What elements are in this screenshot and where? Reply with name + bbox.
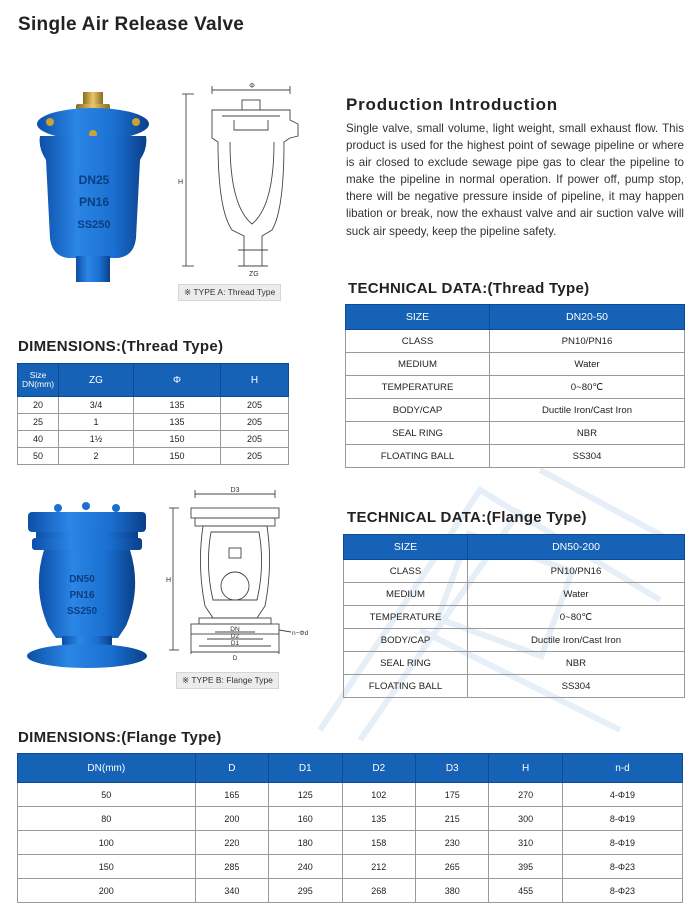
table-header-cell: DN20-50: [490, 305, 685, 330]
size-header-line2: DN(mm): [21, 379, 55, 389]
table-cell: 1: [59, 414, 134, 431]
thread-valve-photo: [28, 88, 158, 288]
table-cell: 160: [269, 807, 342, 831]
table-cell: FLOATING BALL: [344, 675, 468, 698]
table-cell: 2: [59, 448, 134, 465]
table-cell: 100: [18, 831, 196, 855]
thread-valve-mark-pn: PN16: [78, 195, 110, 209]
table-header-cell: D1: [269, 754, 342, 783]
table-row: [18, 397, 289, 414]
table-header-cell: SIZE: [344, 535, 468, 560]
table-cell: 300: [489, 807, 562, 831]
table-cell: 158: [342, 831, 415, 855]
thread-tech-table: [345, 304, 685, 468]
table-cell: NBR: [468, 652, 685, 675]
thread-valve-mark-ss: SS250: [77, 219, 111, 231]
flange-tech-table: [343, 534, 685, 698]
table-cell: PN10/PN16: [468, 560, 685, 583]
table-cell: 150: [134, 431, 221, 448]
table-cell: 25: [18, 414, 59, 431]
table-row: [344, 652, 685, 675]
flange-dim-table: [17, 753, 683, 903]
intro-heading: Production Introduction: [346, 95, 558, 114]
table-cell: 205: [221, 431, 289, 448]
table-cell: MEDIUM: [344, 583, 468, 606]
table-cell: 135: [342, 807, 415, 831]
table-row: [18, 448, 289, 465]
table-row: [18, 855, 683, 879]
flange-dim-heading: DIMENSIONS:(Flange Type): [18, 729, 222, 746]
table-cell: 295: [269, 879, 342, 903]
table-cell: 340: [195, 879, 268, 903]
table-cell: 50: [18, 448, 59, 465]
table-row: [18, 414, 289, 431]
intro-text: Single valve, small volume, light weight, small exhaust flow. This product is used for the highest point of sewage pipeline or where is air closed to exclude sewage pipe gas to clear the pipeline to make the pipeline in normal operation. If power off, pump stop, there will be negative pressure inside of pipeline, it may happen libation or break, now the exhaust valve and air suction valve will suck air speedy, keep the pipeline safety.: [346, 122, 684, 238]
flange-drawing-dn-label: DN: [230, 626, 240, 633]
table-header-row: [18, 364, 289, 397]
flange-valve-mark-pn: PN16: [69, 590, 95, 601]
table-cell: 150: [134, 448, 221, 465]
table-header-cell: ZG: [59, 364, 134, 397]
table-header-cell: D: [195, 754, 268, 783]
table-cell: Ductile Iron/Cast Iron: [468, 629, 685, 652]
table-row: [18, 831, 683, 855]
table-cell: 135: [134, 397, 221, 414]
table-cell: 265: [415, 855, 488, 879]
table-cell: CLASS: [346, 330, 490, 353]
table-cell: Water: [468, 583, 685, 606]
table-cell: 205: [221, 397, 289, 414]
table-cell: 230: [415, 831, 488, 855]
table-cell: 50: [18, 783, 196, 807]
table-row: [346, 353, 685, 376]
table-cell: 200: [18, 879, 196, 903]
table-row: [344, 629, 685, 652]
table-cell: 268: [342, 879, 415, 903]
table-cell: 0~80℃: [490, 376, 685, 399]
table-cell: 395: [489, 855, 562, 879]
flange-drawing-nd-label: n−Φd: [292, 630, 309, 637]
table-cell: 285: [195, 855, 268, 879]
table-cell: 150: [18, 855, 196, 879]
table-header-row: [346, 305, 685, 330]
table-cell: 165: [195, 783, 268, 807]
table-header-cell: [18, 364, 59, 397]
table-cell: SS304: [490, 445, 685, 468]
table-row: [18, 431, 289, 448]
table-cell: 4-Φ19: [562, 783, 682, 807]
flange-valve-mark-ss: SS250: [66, 606, 98, 617]
table-cell: 8-Φ23: [562, 855, 682, 879]
table-cell: MEDIUM: [346, 353, 490, 376]
thread-drawing-phi-label: Φ: [249, 83, 255, 90]
table-row: [344, 675, 685, 698]
page-title: Single Air Release Valve: [18, 14, 245, 35]
table-cell: 380: [415, 879, 488, 903]
thread-dim-table: [17, 363, 289, 465]
thread-dim-heading: DIMENSIONS:(Thread Type): [18, 338, 224, 355]
table-header-cell: H: [221, 364, 289, 397]
thread-technical-drawing: [172, 80, 322, 280]
table-cell: 205: [221, 448, 289, 465]
table-cell: TEMPERATURE: [346, 376, 490, 399]
flange-drawing-caption: ※ TYPE B: Flange Type: [176, 672, 279, 689]
table-header-row: [344, 535, 685, 560]
table-row: [346, 376, 685, 399]
table-row: [344, 583, 685, 606]
table-cell: BODY/CAP: [344, 629, 468, 652]
thread-tech-heading: TECHNICAL DATA:(Thread Type): [348, 280, 590, 297]
flange-drawing-d3-label: D3: [230, 487, 240, 494]
table-cell: Water: [490, 353, 685, 376]
table-cell: 0~80℃: [468, 606, 685, 629]
table-cell: 135: [134, 414, 221, 431]
table-cell: CLASS: [344, 560, 468, 583]
table-cell: 455: [489, 879, 562, 903]
table-cell: 20: [18, 397, 59, 414]
table-header-row: [18, 754, 683, 783]
flange-drawing-d-label: D: [232, 655, 238, 662]
table-row: [18, 879, 683, 903]
table-cell: 40: [18, 431, 59, 448]
thread-drawing-zg-label: ZG: [249, 271, 259, 278]
table-cell: 8-Φ23: [562, 879, 682, 903]
table-row: [344, 560, 685, 583]
table-header-cell: n-d: [562, 754, 682, 783]
table-cell: 200: [195, 807, 268, 831]
table-row: [344, 606, 685, 629]
table-header-cell: Φ: [134, 364, 221, 397]
table-cell: FLOATING BALL: [346, 445, 490, 468]
thread-drawing-caption: ※ TYPE A: Thread Type: [178, 284, 281, 301]
table-cell: TEMPERATURE: [344, 606, 468, 629]
table-cell: SEAL RING: [344, 652, 468, 675]
table-cell: SS304: [468, 675, 685, 698]
table-cell: 180: [269, 831, 342, 855]
table-cell: 220: [195, 831, 268, 855]
table-cell: 215: [415, 807, 488, 831]
table-cell: 1½: [59, 431, 134, 448]
table-cell: NBR: [490, 422, 685, 445]
table-row: [346, 445, 685, 468]
table-cell: 240: [269, 855, 342, 879]
table-cell: 125: [269, 783, 342, 807]
table-row: [18, 783, 683, 807]
table-header-cell: D2: [342, 754, 415, 783]
flange-valve-mark-dn: DN50: [69, 574, 95, 585]
table-cell: 102: [342, 783, 415, 807]
table-cell: 205: [221, 414, 289, 431]
flange-valve-photo: [22, 498, 152, 676]
table-header-cell: DN50-200: [468, 535, 685, 560]
table-cell: 8-Φ19: [562, 831, 682, 855]
flange-drawing-d2-label: D2: [230, 633, 240, 640]
table-cell: SEAL RING: [346, 422, 490, 445]
table-header-cell: D3: [415, 754, 488, 783]
table-row: [346, 330, 685, 353]
table-cell: 80: [18, 807, 196, 831]
table-header-cell: SIZE: [346, 305, 490, 330]
table-cell: 8-Φ19: [562, 807, 682, 831]
table-cell: BODY/CAP: [346, 399, 490, 422]
table-row: [346, 399, 685, 422]
flange-tech-heading: TECHNICAL DATA:(Flange Type): [347, 509, 587, 526]
table-cell: 270: [489, 783, 562, 807]
flange-technical-drawing: [165, 486, 325, 666]
thread-drawing-h-label: H: [178, 179, 184, 186]
table-cell: 212: [342, 855, 415, 879]
size-header-line1: Size: [29, 370, 47, 380]
table-cell: PN10/PN16: [490, 330, 685, 353]
table-row: [18, 807, 683, 831]
flange-drawing-d1-label: D1: [230, 640, 240, 647]
thread-valve-mark-dn: DN25: [78, 173, 110, 187]
table-header-cell: DN(mm): [18, 754, 196, 783]
table-cell: Ductile Iron/Cast Iron: [490, 399, 685, 422]
table-cell: 3/4: [59, 397, 134, 414]
table-row: [346, 422, 685, 445]
table-cell: 175: [415, 783, 488, 807]
table-header-cell: H: [489, 754, 562, 783]
flange-drawing-h-label: H: [166, 577, 172, 584]
table-cell: 310: [489, 831, 562, 855]
